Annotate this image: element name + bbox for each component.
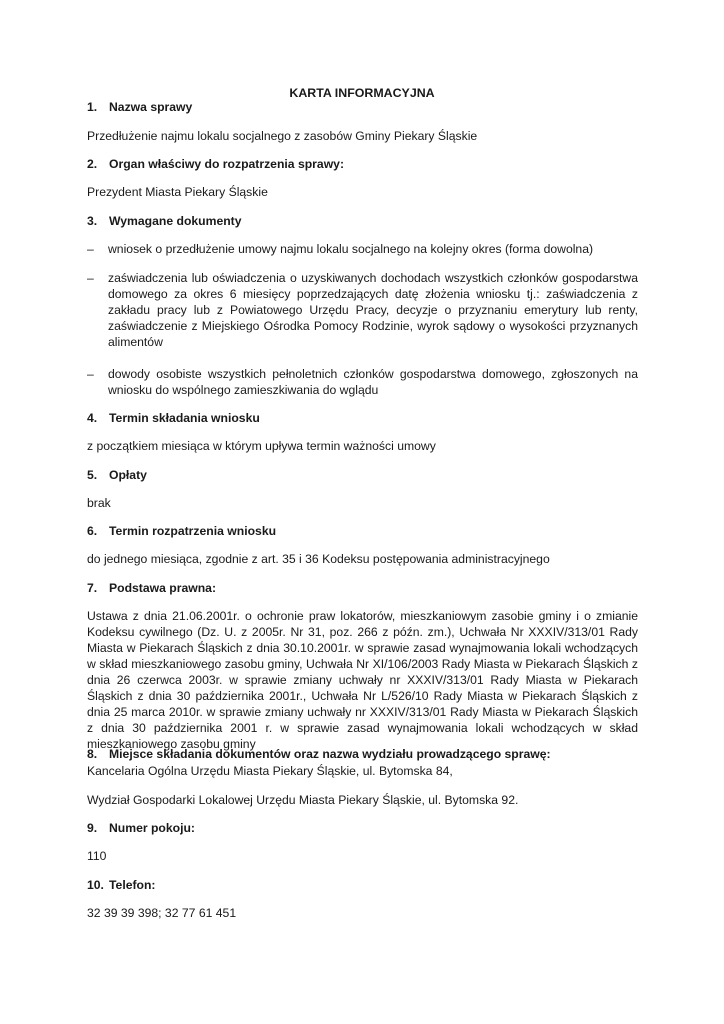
required-doc-text: zaświadczenia lub oświadczenia o uzyskiwanych dochodach wszystkich członków gospodarstwa domowego za okres 6 miesięcy poprzedzających datę złożenia wniosku tj.: zaświadczenia z zakładu pracy lub z Powiatowego Urzędu Pracy, decyzje o przyznaniu emerytury lub renty, zaświadczenie z Miejskiego Ośrodka Pomocy Rodzinie, wyrok sądowy o wysokości przyznanych alimentów (108, 271, 638, 349)
section-5-text: brak (87, 496, 111, 510)
legal-basis-text: Ustawa z dnia 21.06.2001r. o ochronie praw lokatorów, mieszkaniowym zasobie gminy i o zmianie Kodeksu cywilnego (Dz. U. z 2005r. Nr 31, poz. 266 z późn. zm.), Uchwała Nr XXXIV/313/01 Rady Miasta w Piekarach Śląskich z dnia 30.10.2001r. w sprawie zasad wynajmowania lokali wchodzących w skład mieszkaniowego zasobu gminy, Uchwała Nr XI/106/2003 Rady Miasta w Piekarach Śląskich z dnia 26 czerwca 2003r. w sprawie zmiany uchwały nr XXXIV/313/01 Rady Miasta w Piekarach Śląskich z dnia 30 października 2001r., Uchwała Nr L/526/10 Rady Miasta w Piekarach Śląskich z dnia 25 marca 2010r. w sprawie zmiany uchwały nr XXXIV/313/01 Rady Miasta w Piekarach Śląskich z dnia 30 października 2001 r. w sprawie zasad wynajmowania lokali wchodzących w skład mieszkaniowego zasobu gminy (87, 609, 638, 751)
section-7-number: 7. (87, 581, 98, 595)
section-9-title: Numer pokoju: (109, 821, 195, 835)
section-3-number: 3. (87, 214, 98, 228)
section-8-number: 8. (87, 747, 98, 761)
section-9-heading (87, 820, 195, 836)
section-4-text: z początkiem miesiąca w którym upływa termin ważności umowy (87, 439, 436, 453)
section-5-heading (87, 467, 147, 483)
section-3-heading (87, 213, 242, 229)
section-1-number: 1. (87, 100, 98, 114)
section-6-text: do jednego miesiąca, zgodnie z art. 35 i 36 Kodeksu postępowania administracyjnego (87, 552, 550, 566)
section-1-heading (87, 99, 192, 115)
required-doc-item (87, 366, 638, 398)
section-2-text: Prezydent Miasta Piekary Śląskie (87, 185, 268, 199)
room-number: 110 (87, 849, 107, 863)
section-5-number: 5. (87, 468, 98, 482)
section-9-number: 9. (87, 821, 98, 835)
section-10-number: 10. (87, 878, 104, 892)
section-4-title: Termin składania wniosku (109, 411, 260, 425)
section-7-heading (87, 580, 216, 596)
bullet-dash: – (87, 271, 94, 285)
section-4-number: 4. (87, 411, 98, 425)
department-line: Wydział Gospodarki Lokalowej Urzędu Miasta Piekary Śląskie, ul. Bytomska 92. (87, 793, 519, 807)
section-10-heading (87, 877, 156, 893)
phone-numbers: 32 39 39 398; 32 77 61 451 (87, 906, 237, 920)
required-doc-text: dowody osobiste wszystkich pełnoletnich członków gospodarstwa domowego, zgłoszonych na wniosku do wspólnego zamieszkiwania do wglądu (108, 367, 638, 397)
section-5-title: Opłaty (109, 468, 147, 482)
section-4-heading (87, 410, 260, 426)
submission-office-line: Kancelaria Ogólna Urzędu Miasta Piekary Śląskie, ul. Bytomska 84, (87, 764, 453, 778)
bullet-dash: – (87, 367, 94, 381)
section-2-number: 2. (87, 157, 98, 171)
section-1-text: Przedłużenie najmu lokalu socjalnego z zasobów Gminy Piekary Śląskie (87, 129, 478, 143)
document-title: KARTA INFORMACYJNA (289, 86, 435, 100)
required-doc-item (87, 241, 638, 257)
section-6-title: Termin rozpatrzenia wniosku (109, 524, 277, 538)
section-8-title: Miejsce składania dokumentów oraz nazwa wydziału prowadzącego sprawę: (109, 747, 551, 761)
section-6-number: 6. (87, 524, 98, 538)
bullet-dash: – (87, 242, 94, 256)
required-doc-text: wniosek o przedłużenie umowy najmu lokalu socjalnego na kolejny okres (forma dowolna) (108, 242, 594, 256)
section-1-title: Nazwa sprawy (109, 100, 193, 114)
section-3-title: Wymagane dokumenty (109, 214, 242, 228)
required-doc-item (87, 270, 638, 350)
section-2-heading (87, 156, 344, 172)
section-6-heading (87, 523, 276, 539)
section-10-title: Telefon: (109, 878, 156, 892)
section-8-heading (87, 746, 551, 762)
section-2-title: Organ właściwy do rozpatrzenia sprawy: (109, 157, 345, 171)
section-7-title: Podstawa prawna: (109, 581, 217, 595)
